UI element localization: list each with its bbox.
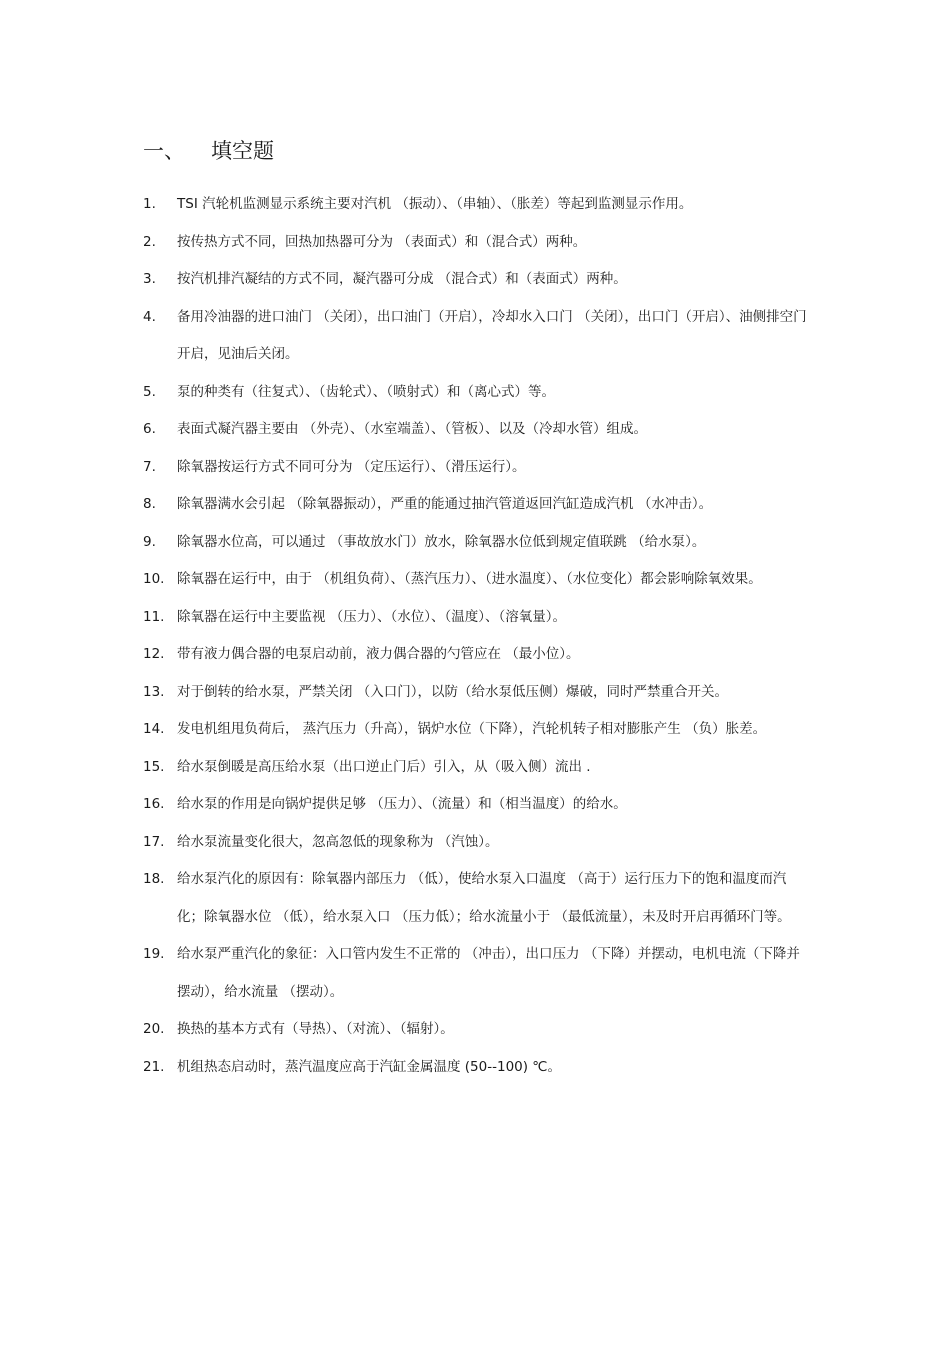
question-number: 19.: [143, 946, 165, 962]
question-item: [143, 936, 808, 1011]
question-number: 2.: [143, 233, 156, 250]
question-text: 泵的种类有（往复式）、（齿轮式）、（喷射式）和（离心式）等。: [177, 383, 555, 400]
question-text: 给水泵严重汽化的象征：入口管内发生不正常的 （冲击），出口压力 （下降）并摆动，电机电流（下降并摆动），给水流量 （摆动）。: [177, 946, 800, 1000]
question-item: [143, 224, 808, 262]
question-number: 13.: [143, 683, 165, 700]
question-text: 除氧器满水会引起 （除氧器振动），严重的能通过抽汽管道返回汽缸造成汽机 （水冲击）。: [177, 496, 713, 512]
question-text: TSI 汽轮机监测显示系统主要对汽机 （振动）、（串轴）、（胀差）等起到监测显示作用。: [177, 196, 693, 212]
question-item: [143, 824, 808, 862]
question-text: 按传热方式不同，回热加热器可分为 （表面式）和（混合式）两种。: [177, 233, 587, 250]
question-item: [143, 861, 808, 936]
question-item: [143, 411, 808, 449]
question-item: [143, 374, 808, 412]
question-number: 20.: [143, 1021, 165, 1037]
question-number: 14.: [143, 721, 165, 737]
question-item: [143, 186, 808, 224]
question-text: 给水泵汽化的原因有：除氧器内部压力 （低），使给水泵入口温度 （高于）运行压力下的饱和温度而汽化；除氧器水位 （低），给水泵入口 （压力低）；给水流量小于 （最低流量），未及时开启再循环门等。: [177, 871, 791, 925]
question-number: 18.: [143, 871, 165, 887]
question-text: 除氧器在运行中，由于 （机组负荷）、（蒸汽压力）、（进水温度）、（水位变化）都会影响除氧效果。: [177, 571, 762, 587]
question-text: 除氧器在运行中主要监视 （压力）、（水位）、（温度）、（溶氧量）。: [177, 608, 567, 625]
question-number: 15.: [143, 758, 165, 775]
question-number: 5.: [143, 383, 156, 400]
question-number: 1.: [143, 196, 156, 212]
question-item: [143, 786, 808, 824]
question-number: 4.: [143, 308, 156, 325]
question-text: 给水泵流量变化很大，忽高忽低的现象称为 （汽蚀）。: [177, 833, 499, 850]
question-text: 除氧器按运行方式不同可分为 （定压运行）、（滑压运行）。: [177, 458, 526, 475]
question-item: [143, 749, 808, 787]
question-number: 12.: [143, 646, 165, 662]
question-text: 按汽机排汽凝结的方式不同，凝汽器可分成 （混合式）和（表面式）两种。: [177, 271, 627, 287]
question-number: 9.: [143, 533, 156, 550]
question-number: 16.: [143, 796, 165, 812]
question-number: 10.: [143, 571, 165, 587]
question-item: [143, 561, 808, 599]
question-number: 7.: [143, 458, 156, 475]
question-text: 备用冷油器的进口油门 （关闭），出口油门（开启），冷却水入口门 （关闭），出口门（开启）、油侧排空门开启，见油后关闭。: [177, 308, 807, 362]
question-number: 8.: [143, 496, 156, 512]
question-item: [143, 261, 808, 299]
question-text: 除氧器水位高，可以通过 （事故放水门）放水，除氧器水位低到规定值联跳 （给水泵）。: [177, 533, 706, 550]
section-number: 一、: [143, 139, 185, 163]
question-text: 对于倒转的给水泵，严禁关闭 （入口门），以防（给水泵低压侧）爆破，同时严禁重合开关。: [177, 683, 729, 700]
section-title: 填空题: [211, 139, 274, 163]
question-text: 给水泵倒暖是高压给水泵（出口逆止门后）引入，从（吸入侧）流出 .: [177, 758, 591, 775]
question-number: 17.: [143, 833, 165, 850]
question-text: 带有液力偶合器的电泵启动前，液力偶合器的勺管应在 （最小位）。: [177, 646, 580, 662]
question-number: 6.: [143, 421, 156, 437]
question-item: [143, 1011, 808, 1049]
section-heading: [143, 135, 274, 167]
question-item: [143, 449, 808, 487]
question-item: [143, 524, 808, 562]
question-item: [143, 299, 808, 374]
question-item: [143, 674, 808, 712]
question-text: 发电机组甩负荷后， 蒸汽压力（升高），锅炉水位（下降），汽轮机转子相对膨胀产生 （负）胀差。: [177, 721, 767, 737]
question-text: 机组热态启动时，蒸汽温度应高于汽缸金属温度 (50--100) ℃。: [177, 1058, 561, 1075]
question-number: 11.: [143, 608, 165, 625]
question-item: [143, 486, 808, 524]
question-text: 给水泵的作用是向锅炉提供足够 （压力）、（流量）和（相当温度）的给水。: [177, 796, 627, 812]
question-number: 3.: [143, 271, 156, 287]
question-item: [143, 711, 808, 749]
question-text: 换热的基本方式有（导热）、（对流）、（辐射）。: [177, 1021, 454, 1037]
question-number: 21.: [143, 1058, 165, 1075]
question-item: [143, 636, 808, 674]
question-text: 表面式凝汽器主要由 （外壳）、（水室端盖）、（管板）、以及（冷却水管）组成。: [177, 421, 648, 437]
question-item: [143, 1049, 808, 1087]
question-list: [143, 186, 808, 1086]
question-item: [143, 599, 808, 637]
